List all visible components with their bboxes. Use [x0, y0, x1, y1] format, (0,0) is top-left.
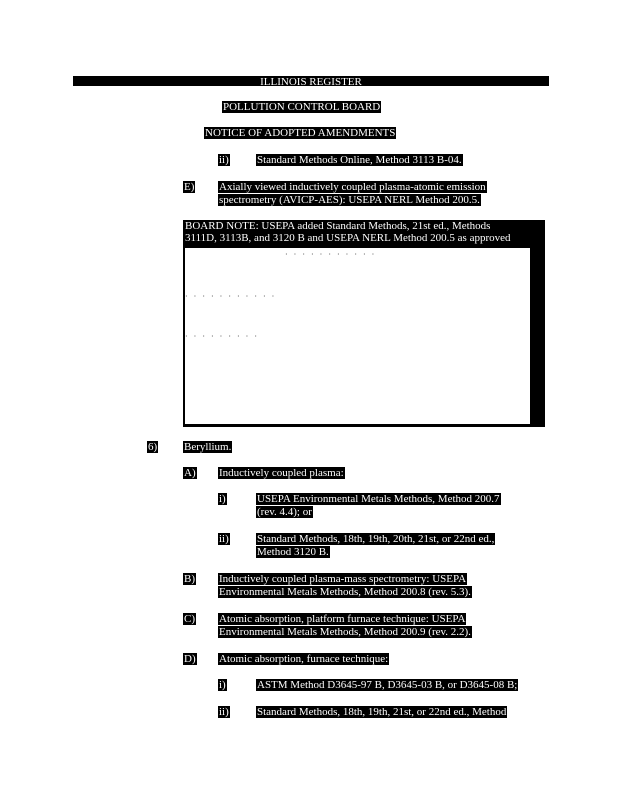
- item-label-A-ii: ii): [219, 533, 229, 545]
- scan-noise: · · · · · · · · · · ·: [285, 250, 377, 259]
- board-name: POLLUTION CONTROL BOARD: [223, 101, 381, 113]
- item-label-6: 6): [148, 441, 158, 453]
- item-text-D-ii: Standard Methods, 18th, 19th, 21st, or 22nd ed., Method: [257, 706, 507, 718]
- item-text-A: Inductively coupled plasma:: [219, 467, 344, 479]
- item-text-D: Atomic absorption, furnace technique:: [219, 653, 389, 665]
- register-title: ILLINOIS REGISTER: [73, 76, 549, 86]
- item-label-C: C): [184, 613, 195, 625]
- item-E-line2: spectrometry (AVICP-AES): USEPA NERL Method 200.5.: [219, 194, 480, 206]
- board-note-block: [183, 220, 545, 427]
- item-A-ii-line1: Standard Methods, 18th, 19th, 20th, 21st, or 22nd ed.,: [257, 533, 495, 545]
- item-label-B: B): [184, 573, 195, 585]
- board-note-line2: 3111D, 3113B, and 3120 B and USEPA NERL Method 200.5 as approved: [185, 232, 511, 244]
- item-B-line2: Environmental Metals Methods, Method 200.8 (rev. 5.3).: [219, 586, 471, 598]
- scan-noise: · · · · · · · · ·: [185, 332, 259, 341]
- item-text-D-i: ASTM Method D3645-97 B, D3645-03 B, or D3645-08 B;: [257, 679, 518, 691]
- item-label-E: E): [184, 181, 195, 193]
- item-text-beryllium: Beryllium.: [184, 441, 232, 453]
- item-label-D-ii: ii): [219, 706, 229, 718]
- item-A-i-line2: (rev. 4.4); or: [257, 506, 312, 518]
- board-note-whiteout: [185, 248, 530, 424]
- item-label-ii: ii): [219, 154, 229, 166]
- item-text-ii: Standard Methods Online, Method 3113 B-04.: [257, 154, 462, 166]
- notice-title: NOTICE OF ADOPTED AMENDMENTS: [205, 127, 396, 139]
- item-C-line2: Environmental Metals Methods, Method 200.9 (rev. 2.2).: [219, 626, 471, 638]
- item-A-i-line1: USEPA Environmental Metals Methods, Method 200.7: [257, 493, 500, 505]
- item-E-line1: Axially viewed inductively coupled plasma-atomic emission: [219, 181, 486, 193]
- item-A-ii-line2: Method 3120 B.: [257, 546, 329, 558]
- item-label-A: A): [184, 467, 196, 479]
- scan-noise: · · · · · · · · · · ·: [185, 292, 277, 301]
- board-note-line1: BOARD NOTE: USEPA added Standard Methods, 21st ed., Methods: [185, 220, 491, 232]
- item-label-D-i: i): [219, 679, 226, 691]
- item-label-D: D): [184, 653, 196, 665]
- item-B-line1: Inductively coupled plasma-mass spectrometry: USEPA: [219, 573, 467, 585]
- item-label-A-i: i): [219, 493, 226, 505]
- item-C-line1: Atomic absorption, platform furnace technique: USEPA: [219, 613, 466, 625]
